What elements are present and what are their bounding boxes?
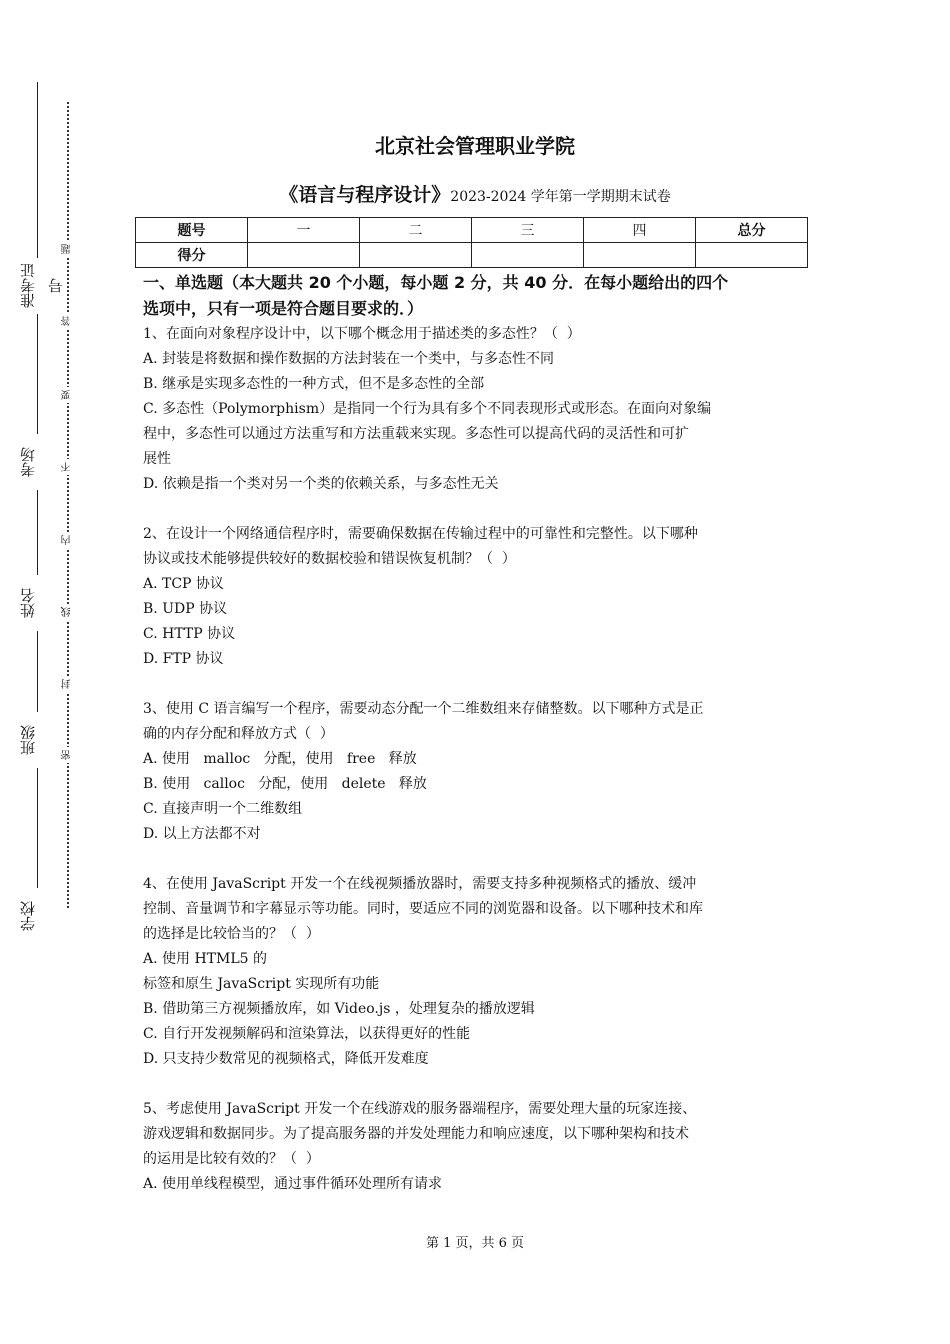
seal-notice-char: 线 <box>60 604 76 620</box>
score-table-header-row <box>136 218 808 243</box>
seal-dotted-line <box>67 102 69 908</box>
seal-notice-char: 题 <box>60 241 76 257</box>
option-c: C. 自行开发视频解码和渲染算法，以获得更好的性能 <box>143 1026 471 1042</box>
school-title: 北京社会管理职业学院 <box>375 134 575 158</box>
option-a: A. 使用 malloc 分配，使用 free 释放 <box>143 751 417 767</box>
term-text: 2023-2024 学年第一学期期末试卷 <box>450 189 671 205</box>
option-a: A. TCP 协议 <box>143 576 224 592</box>
table-cell: 三 <box>472 218 584 243</box>
table-cell: 总分 <box>696 218 808 243</box>
question-stem: 的选择是比较恰当的？（ ） <box>143 926 320 942</box>
score-table <box>135 217 808 268</box>
option-b: B. UDP 协议 <box>143 601 228 617</box>
option-a: A. 使用单线程模型，通过事件循环处理所有请求 <box>143 1176 443 1192</box>
score-input-cell[interactable] <box>248 243 360 268</box>
table-cell: 二 <box>360 218 472 243</box>
option-d: D. 依赖是指一个类对另一个类的依赖关系，与多态性无关 <box>143 476 499 492</box>
question-stem: 3、使用 C 语言编写一个程序，需要动态分配一个二维数组来存储整数。以下哪种方式是正 <box>143 701 704 717</box>
exam-room-label: 考场 <box>14 434 42 490</box>
question-stem: 5、考虑使用 JavaScript 开发一个在线游戏的服务器端程序，需要处理大量的玩家连接、 <box>143 1101 697 1117</box>
table-cell: 一 <box>248 218 360 243</box>
class-label: 班级 <box>14 712 42 768</box>
seal-notice-char: 封 <box>60 676 76 692</box>
question-stem: 2、在设计一个网络通信程序时，需要确保数据在传输过程中的可靠性和完整性。以下哪种 <box>143 526 698 542</box>
option-a: A. 使用 HTML5 的 <box>143 951 267 967</box>
option-a-cont: 标签和原生 JavaScript 实现所有功能 <box>143 976 380 992</box>
option-a: A. 封装是将数据和操作数据的方法封装在一个类中，与多态性不同 <box>143 351 555 367</box>
option-b: B. 借助第三方视频播放库，如 Video.js ，处理复杂的播放逻辑 <box>143 1001 535 1017</box>
question-stem: 的运用是比较有效的？（ ） <box>143 1151 320 1167</box>
exam-id-label: 准考证号 <box>14 258 42 314</box>
question-4 <box>143 872 811 1072</box>
question-stem: 控制、音量调节和字幕显示等功能。同时，要适应不同的浏览器和设备。以下哪种技术和库 <box>143 901 703 917</box>
seal-notice-char: 密 <box>60 747 76 763</box>
school-label: 学校 <box>14 888 42 944</box>
table-cell: 四 <box>584 218 696 243</box>
score-input-cell[interactable] <box>584 243 696 268</box>
section-title <box>143 270 811 322</box>
option-b: B. 使用 calloc 分配，使用 delete 释放 <box>143 776 427 792</box>
question-2 <box>143 522 811 672</box>
table-cell: 题号 <box>136 218 248 243</box>
question-stem: 游戏逻辑和数据同步。为了提高服务器的并发处理能力和响应速度，以下哪种架构和技术 <box>143 1126 689 1142</box>
question-stem: 1、在面向对象程序设计中，以下哪个概念用于描述类的多态性？（ ） <box>143 326 581 342</box>
section-title-line: 选项中，只有一项是符合题目要求的．） <box>143 299 424 318</box>
question-stem: 确的内存分配和释放方式（ ） <box>143 726 334 742</box>
question-stem: 协议或技术能够提供较好的数据校验和错误恢复机制？（ ） <box>143 551 516 567</box>
course-title: 《语言与程序设计》 <box>279 184 451 206</box>
question-section <box>143 270 811 1222</box>
binding-line <box>37 82 38 924</box>
option-c: C. HTTP 协议 <box>143 626 236 642</box>
seal-notice-char: 要 <box>60 387 76 403</box>
option-d: D. 只支持少数常见的视频格式，降低开发难度 <box>143 1051 429 1067</box>
question-5 <box>143 1097 811 1197</box>
seal-notice-char: 答 <box>60 313 76 329</box>
question-1 <box>143 322 811 497</box>
section-title-line: 一、单选题（本大题共 20 个小题，每小题 2 分，共 40 分．在每小题给出的四个 <box>143 273 729 292</box>
table-cell: 得分 <box>136 243 248 268</box>
seal-notice-char: 不 <box>60 459 76 475</box>
seal-notice-char: 内 <box>60 532 76 548</box>
option-b: B. 继承是实现多态性的一种方式，但不是多态性的全部 <box>143 376 485 392</box>
option-d: D. 以上方法都不对 <box>143 826 261 842</box>
option-c-cont: 展性 <box>143 451 171 467</box>
score-input-cell[interactable] <box>472 243 584 268</box>
exam-subtitle <box>0 180 950 207</box>
name-label: 姓名 <box>14 575 42 631</box>
option-c: C. 直接声明一个二维数组 <box>143 801 303 817</box>
score-input-cell[interactable] <box>360 243 472 268</box>
question-3 <box>143 697 811 847</box>
score-input-cell[interactable] <box>696 243 808 268</box>
option-c-cont: 程中，多态性可以通过方法重写和方法重载来实现。多态性可以提高代码的灵活性和可扩 <box>143 426 689 442</box>
option-d: D. FTP 协议 <box>143 651 224 667</box>
page-footer: 第 1 页，共 6 页 <box>425 1236 525 1251</box>
option-c: C. 多态性（Polymorphism）是指同一个行为具有多个不同表现形式或形态。在面向对象编 <box>143 401 712 417</box>
question-stem: 4、在使用 JavaScript 开发一个在线视频播放器时，需要支持多种视频格式的播放、缓冲 <box>143 876 697 892</box>
score-table-score-row <box>136 243 808 268</box>
